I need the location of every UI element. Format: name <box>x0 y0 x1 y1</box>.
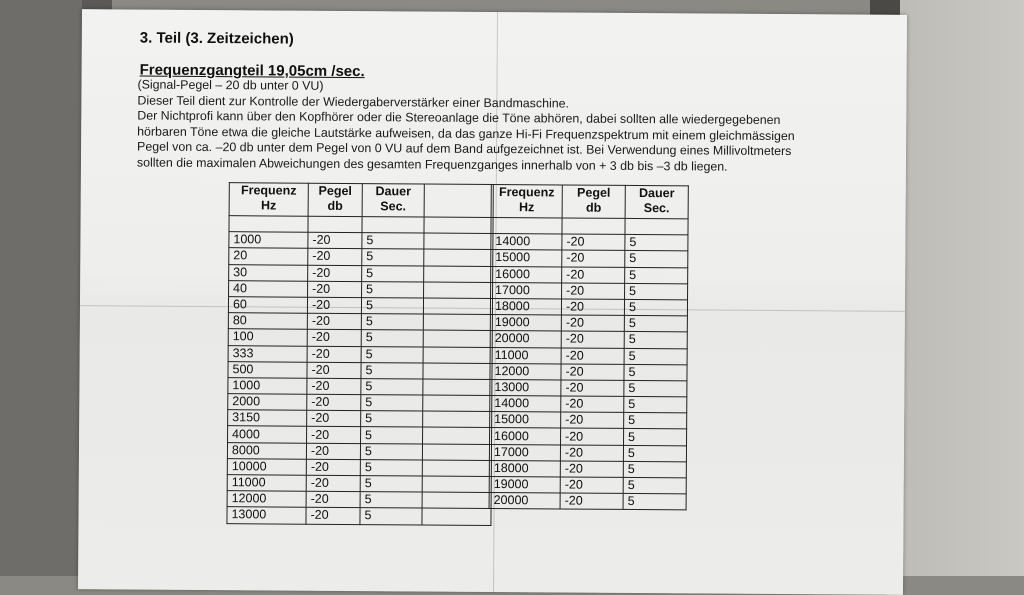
cell-dauer: 5 <box>361 362 423 379</box>
cell-pegel: -20 <box>307 330 361 347</box>
table-row <box>490 363 687 381</box>
cell-empty <box>422 476 491 493</box>
cell-dauer: 5 <box>362 265 424 282</box>
cell-dauer: 5 <box>362 249 424 266</box>
table-row-empty <box>229 216 493 234</box>
table-row <box>490 347 687 365</box>
table-row <box>227 507 491 525</box>
cell-frequenz: 20000 <box>490 331 561 348</box>
cell-pegel: -20 <box>561 380 624 397</box>
table-row <box>228 313 492 331</box>
cell-empty <box>422 508 491 525</box>
table-row <box>228 394 492 412</box>
table-row <box>490 428 687 446</box>
table-row <box>229 264 493 282</box>
table-row <box>491 282 688 300</box>
header-dauer: Dauer Sec. <box>362 184 424 217</box>
cell-frequenz: 18000 <box>489 460 560 477</box>
cell-dauer: 5 <box>361 346 423 363</box>
cell-dauer: 5 <box>361 395 423 412</box>
cell-pegel: -20 <box>561 428 624 445</box>
cell-frequenz: 15000 <box>491 250 562 267</box>
cell-dauer: 5 <box>362 233 424 250</box>
cell-frequenz: 10000 <box>227 458 306 475</box>
cell-frequenz: 333 <box>228 345 307 362</box>
table-row <box>227 491 491 509</box>
table-row <box>489 476 686 494</box>
cell-frequenz: 15000 <box>490 412 561 429</box>
cell-pegel: -20 <box>306 443 360 460</box>
table-row <box>228 297 492 315</box>
cell-frequenz: 80 <box>228 313 307 330</box>
cell-dauer: 5 <box>361 378 423 395</box>
header-pegel: Pegel db <box>562 185 625 218</box>
cell-dauer: 5 <box>360 492 422 509</box>
cell-dauer: 5 <box>361 314 423 331</box>
header-pegel: Pegel db <box>308 183 362 216</box>
cell-frequenz: 18000 <box>490 298 561 315</box>
cell-frequenz: 14000 <box>491 234 562 251</box>
cell-pegel: -20 <box>307 410 361 427</box>
cell-pegel: -20 <box>560 461 623 478</box>
cell-pegel: -20 <box>561 331 624 348</box>
cell-pegel: -20 <box>562 250 625 267</box>
cell-dauer: 5 <box>624 316 687 333</box>
table-row <box>228 378 492 396</box>
header-frequenz: Frequenz Hz <box>229 183 308 217</box>
cell-frequenz: 100 <box>228 329 307 346</box>
cell-empty <box>424 266 493 283</box>
cell-frequenz: 1000 <box>229 232 308 249</box>
cell-dauer: 5 <box>360 459 422 476</box>
cell-frequenz: 500 <box>228 361 307 378</box>
table-row <box>229 232 493 250</box>
table-row <box>490 379 687 397</box>
cell-pegel: -20 <box>562 267 625 284</box>
table-row <box>489 493 686 511</box>
table-row <box>489 444 686 462</box>
cell-dauer: 5 <box>361 298 423 315</box>
cell-dauer: 5 <box>623 477 686 494</box>
cell-dauer: 5 <box>623 445 686 462</box>
table-row <box>227 475 491 493</box>
table-row <box>228 345 492 363</box>
cell-empty <box>423 363 492 380</box>
cell-dauer: 5 <box>624 332 687 349</box>
cell-dauer: 5 <box>360 476 422 493</box>
cell-dauer: 5 <box>624 380 687 397</box>
cell-pegel: -20 <box>561 347 624 364</box>
cell-frequenz: 2000 <box>228 394 307 411</box>
cell-pegel: -20 <box>307 362 361 379</box>
cell-pegel: -20 <box>560 477 623 494</box>
cell-dauer: 5 <box>361 427 423 444</box>
table-row <box>490 298 687 316</box>
cell-empty <box>423 379 492 396</box>
cell-frequenz: 16000 <box>491 266 562 283</box>
cell-dauer: 5 <box>361 411 423 428</box>
cell-dauer: 5 <box>625 267 688 284</box>
cell-empty <box>422 460 491 477</box>
cell-empty <box>424 233 493 250</box>
cell-pegel: -20 <box>308 232 362 249</box>
cell-frequenz: 19000 <box>490 315 561 332</box>
cell-pegel: -20 <box>308 249 362 266</box>
table-row <box>228 361 492 379</box>
table-row <box>227 442 491 460</box>
cell-pegel: -20 <box>306 475 360 492</box>
cell-pegel: -20 <box>562 283 625 300</box>
cell-pegel: -20 <box>560 493 623 510</box>
section-title: 3. Teil (3. Zeitzeichen) <box>139 29 294 48</box>
header-frequenz: Frequenz Hz <box>491 184 562 217</box>
background-left <box>0 0 82 576</box>
table-row <box>490 396 687 414</box>
cell-dauer: 5 <box>361 330 423 347</box>
table-row-empty <box>491 217 688 235</box>
cell-frequenz: 8000 <box>227 442 306 459</box>
cell-frequenz: 19000 <box>489 476 560 493</box>
paragraph-line: Pegel von ca. –20 db unter dem Pegel von 0 VU auf dem Band aufgezeichnet ist. Bei Verwendung eines Millivoltmeters <box>137 139 792 159</box>
cell-pegel: -20 <box>561 396 624 413</box>
cell-frequenz: 20 <box>229 248 308 265</box>
cell-pegel: -20 <box>561 412 624 429</box>
cell-pegel: -20 <box>561 315 624 332</box>
cell-pegel: -20 <box>308 281 362 298</box>
table-row <box>229 248 493 266</box>
cell-frequenz: 13000 <box>227 507 306 524</box>
cell-dauer: 5 <box>625 251 688 268</box>
cell-pegel: -20 <box>307 297 361 314</box>
cell-frequenz: 11000 <box>227 475 306 492</box>
cell-pegel: -20 <box>307 313 361 330</box>
cell-frequenz: 12000 <box>227 491 306 508</box>
paragraph-line: (Signal-Pegel – 20 db unter 0 VU) <box>137 77 324 93</box>
frequency-table-right <box>489 184 689 511</box>
paragraph-line: sollten die maximalen Abweichungen des gesamten Frequenzganges innerhalb von + 3 db bis –3 db liegen. <box>136 155 728 174</box>
cell-frequenz: 16000 <box>490 428 561 445</box>
cell-pegel: -20 <box>306 459 360 476</box>
table-row <box>228 426 492 444</box>
cell-empty <box>423 314 492 331</box>
cell-frequenz: 14000 <box>490 396 561 413</box>
cell-dauer: 5 <box>362 281 424 298</box>
cell-frequenz: 11000 <box>490 347 561 364</box>
cell-pegel: -20 <box>561 364 624 381</box>
table-row <box>228 329 492 347</box>
frequency-table-left <box>226 182 493 525</box>
cell-pegel: -20 <box>306 508 360 525</box>
cell-frequenz: 17000 <box>489 444 560 461</box>
cell-empty <box>423 427 492 444</box>
table-row <box>490 315 687 333</box>
cell-pegel: -20 <box>561 299 624 316</box>
description-paragraph <box>137 78 878 176</box>
paragraph-line: Der Nichtprofi kann über den Kopfhörer oder die Stereoanlage die Töne abhören, dabei sollten alle wiedergegebenen <box>137 108 781 128</box>
cell-dauer: 5 <box>624 348 687 365</box>
cell-empty <box>423 330 492 347</box>
cell-frequenz: 12000 <box>490 363 561 380</box>
cell-empty <box>423 395 492 412</box>
cell-frequenz: 40 <box>229 280 308 297</box>
table-row <box>228 410 492 428</box>
cell-dauer: 5 <box>360 443 422 460</box>
cell-pegel: -20 <box>307 394 361 411</box>
table-row <box>491 250 688 268</box>
cell-empty <box>424 249 493 266</box>
header-empty <box>424 184 493 217</box>
cell-pegel: -20 <box>562 234 625 251</box>
cell-empty <box>423 411 492 428</box>
cell-pegel: -20 <box>308 265 362 282</box>
table-row <box>489 460 686 478</box>
cell-frequenz: 30 <box>229 264 308 281</box>
cell-pegel: -20 <box>307 427 361 444</box>
cell-empty <box>423 298 492 315</box>
cell-empty <box>423 347 492 364</box>
cell-dauer: 5 <box>624 299 687 316</box>
cell-pegel: -20 <box>307 378 361 395</box>
header-dauer: Dauer Sec. <box>625 185 688 218</box>
cell-frequenz: 3150 <box>228 410 307 427</box>
cell-dauer: 5 <box>623 494 686 511</box>
cell-frequenz: 4000 <box>228 426 307 443</box>
cell-dauer: 5 <box>625 235 688 252</box>
subtitle: Frequenzgangteil 19,05cm /sec. <box>139 61 365 81</box>
table-row <box>229 280 493 298</box>
paragraph-line: Dieser Teil dient zur Kontrolle der Wiedergaberverstärker einer Bandmaschine. <box>137 93 570 111</box>
cell-empty <box>424 282 493 299</box>
cell-empty <box>422 444 491 461</box>
cell-frequenz: 20000 <box>489 493 560 510</box>
table-row <box>227 458 491 476</box>
cell-dauer: 5 <box>360 508 422 525</box>
cell-pegel: -20 <box>560 445 623 462</box>
cell-frequenz: 13000 <box>490 379 561 396</box>
paragraph-line: hörbaren Töne etwa die gleiche Lautstärke aufweisen, da das ganze Hi-Fi Frequenzspektrum mit einem gleichmässigen <box>137 124 795 143</box>
cell-dauer: 5 <box>624 364 687 381</box>
table-row <box>490 412 687 430</box>
cell-dauer: 5 <box>624 396 687 413</box>
cell-dauer: 5 <box>625 283 688 300</box>
table-row <box>491 234 688 252</box>
cell-frequenz: 17000 <box>491 282 562 299</box>
table-row <box>490 331 687 349</box>
cell-pegel: -20 <box>307 346 361 363</box>
cell-pegel: -20 <box>306 491 360 508</box>
paper-sheet <box>78 9 907 595</box>
cell-frequenz: 1000 <box>228 378 307 395</box>
table-row <box>491 266 688 284</box>
cell-dauer: 5 <box>624 413 687 430</box>
cell-empty <box>422 492 491 509</box>
cell-frequenz: 60 <box>228 297 307 314</box>
cell-dauer: 5 <box>624 429 687 446</box>
cell-dauer: 5 <box>623 461 686 478</box>
